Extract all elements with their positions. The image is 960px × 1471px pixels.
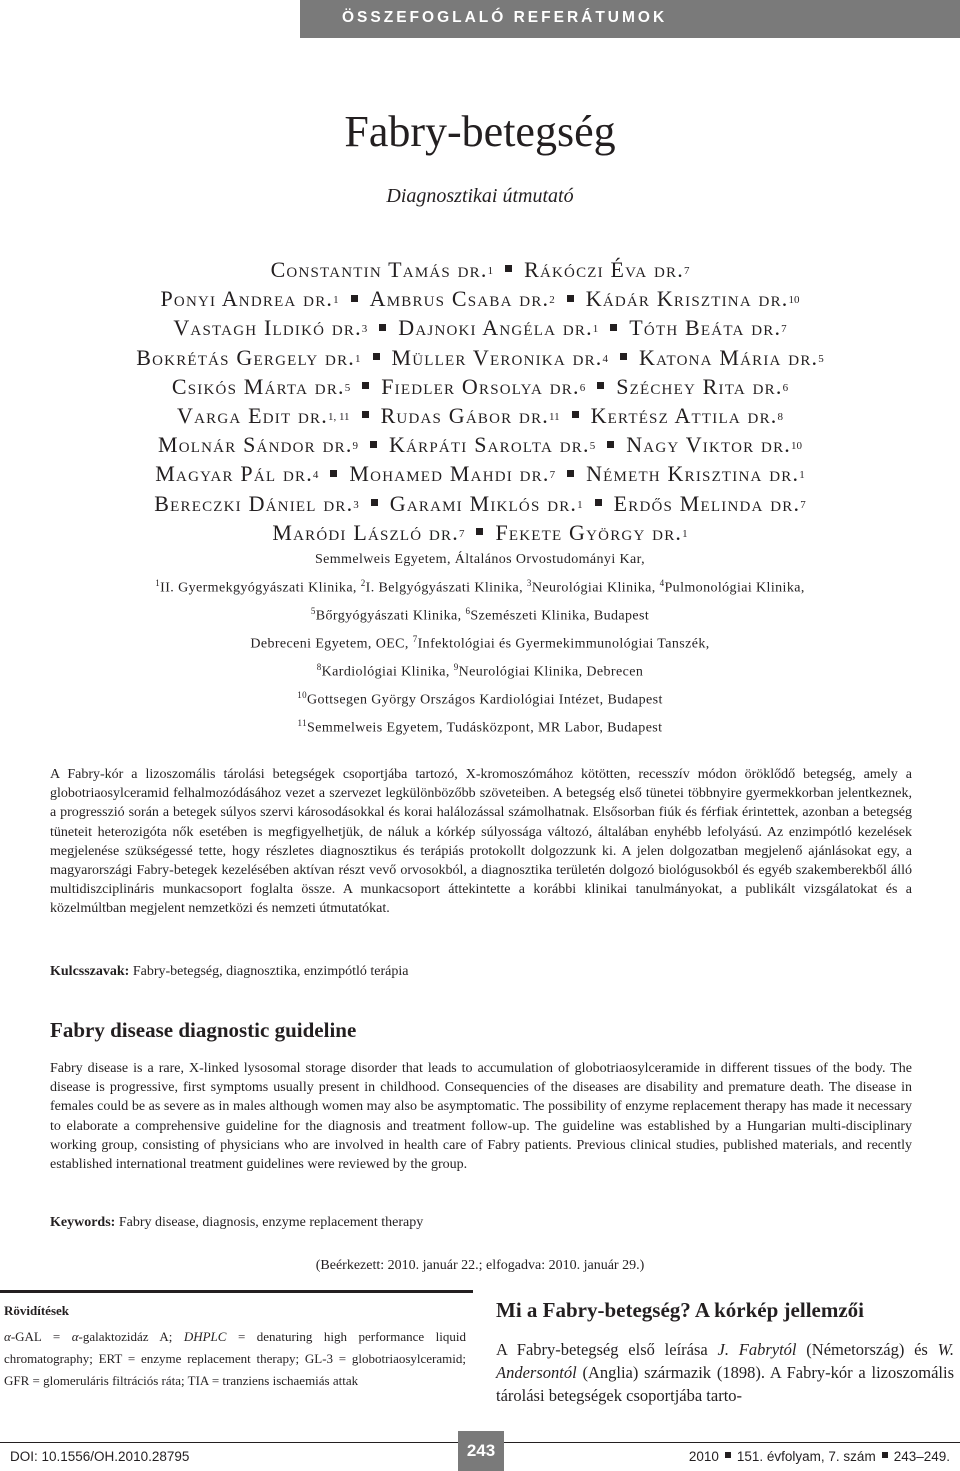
author-line bbox=[40, 430, 920, 459]
author-affiliation-mark: 6 bbox=[579, 381, 586, 394]
author-name: Vastagh Ildikó dr. bbox=[173, 315, 362, 341]
author-name: Kertész Attila dr. bbox=[590, 403, 778, 429]
affiliation-mark: 4 bbox=[659, 577, 665, 588]
abbreviation-text: -GAL = bbox=[10, 1329, 72, 1344]
keywords-hungarian bbox=[50, 964, 912, 980]
affiliation-line bbox=[0, 548, 960, 572]
author-affiliation-mark: 7 bbox=[800, 498, 806, 511]
author-line bbox=[40, 255, 920, 284]
affiliation-line bbox=[0, 684, 960, 712]
author-line bbox=[40, 459, 920, 488]
author-name: Tóth Beáta dr. bbox=[629, 315, 782, 341]
affiliation-mark: 3 bbox=[526, 577, 532, 588]
affiliation-text: Kardiológiai Klinika, bbox=[321, 664, 454, 680]
author-name: Ponyi Andrea dr. bbox=[160, 286, 334, 312]
abstract-hungarian: A Fabry-kór a lizoszomális tárolási betegségek csoportjába tartozó, X-kromoszómához kötötten, recesszív módon öröklődő betegség, amely a globotriaosylceramid felhalmozódásához vezet a szervezet legkülönbözőbb szöveteiben. A betegség első tünetei többnyire gyermekkorban jelentkeznek, a progresszió során a betegek súlyos szervi károsodásokkal és korai halálozással számolhatnak. Elsősorban fiúk és férfiak érintettek, azonban a betegség tüneteit heterozigóta nők esetében is megfigyelhetjük, de náluk a kórkép súlyossága változó, általában enyhébb lefolyású. Az enzimpótló kezelések megjelenése szükségessé tette, hogy részletes diagnosztikus és terápiás protokollt dolgozzunk ki. A jelen dolgozatban megjelenő ajánlásokat egy, a magyarországi Fabry-betegek kezelésében aktívan részt vevő orvosokból, a diagnosztika területén dolgozó biológusokból és egyéb szakemberekből álló multidiszciplináris munkacsoport foglalta össze. A munkacsoport áttekintette a korábbi klinikai tanulmányokat, a publikált vizsgálatokat és a közelmúltban megjelent nemzetközi és nemzeti útmutatókat. bbox=[50, 767, 912, 917]
author-name: Kádár Krisztina dr. bbox=[585, 286, 789, 312]
keywords-en-text: Fabry disease, diagnosis, enzyme replacement therapy bbox=[115, 1215, 424, 1230]
abbreviation-italic: α bbox=[71, 1329, 79, 1344]
section-text: (Németország) és bbox=[796, 1340, 938, 1359]
affiliation-text: Infektológiai és Gyermekimmunológiai Tanszék, bbox=[417, 636, 710, 652]
author-name: Ambrus Csaba dr. bbox=[369, 286, 550, 312]
author-list bbox=[40, 255, 920, 547]
keywords-english bbox=[50, 1215, 912, 1231]
volume: 151. évfolyam, 7. szám bbox=[736, 1449, 876, 1464]
square-separator bbox=[379, 324, 386, 331]
journal-info bbox=[689, 1449, 950, 1464]
affiliation-line bbox=[0, 712, 960, 740]
affiliation-text: Semmelweis Egyetem, Tudásközpont, MR Labor, Budapest bbox=[307, 720, 663, 736]
english-title: Fabry disease diagnostic guideline bbox=[50, 1018, 357, 1042]
author-affiliation-mark: 7 bbox=[781, 323, 787, 336]
author-name: Mohamed Mahdi dr. bbox=[349, 461, 550, 487]
square-separator bbox=[610, 324, 617, 331]
affiliation-text: Bőrgyógyászati Klinika, bbox=[315, 608, 466, 624]
keywords-label: Kulcsszavak: bbox=[50, 964, 130, 979]
affiliation-text: Debreceni Egyetem, OEC, bbox=[250, 636, 413, 652]
author-affiliation-mark: 5 bbox=[344, 381, 351, 394]
author-line bbox=[40, 489, 920, 518]
author-affiliation-mark: 1, 11 bbox=[327, 411, 350, 424]
author-name: Katona Mária dr. bbox=[639, 344, 819, 370]
square-separator bbox=[595, 499, 602, 506]
square-separator bbox=[607, 441, 614, 448]
affiliation-mark: 7 bbox=[412, 633, 418, 644]
author-line bbox=[40, 284, 920, 313]
author-affiliation-mark: 2 bbox=[549, 294, 555, 307]
author-affiliation-mark: 5 bbox=[818, 352, 824, 365]
author-affiliation-mark: 6 bbox=[782, 381, 789, 394]
author-affiliation-mark: 1 bbox=[577, 498, 583, 511]
author-affiliation-mark: 7 bbox=[683, 265, 690, 277]
affiliation-text: Gottsegen György Országos Kardiológiai Intézet, Budapest bbox=[307, 692, 663, 708]
author-name: Németh Krisztina dr. bbox=[586, 461, 800, 487]
abbreviation-text: -galaktozidáz A; bbox=[78, 1329, 184, 1344]
author-affiliation-mark: 1 bbox=[592, 323, 599, 336]
author-affiliation-mark: 7 bbox=[458, 527, 465, 540]
author-name: Fekete György dr. bbox=[495, 519, 683, 545]
doi: DOI: 10.1556/OH.2010.28795 bbox=[10, 1449, 190, 1464]
author-line bbox=[40, 343, 920, 372]
affiliation-text: Pulmonológiai Klinika, bbox=[664, 580, 805, 596]
affiliation-text: Neurológiai Klinika, Debrecen bbox=[458, 664, 644, 680]
author-affiliation-mark: 1 bbox=[487, 265, 494, 277]
keywords-text: Fabry-betegség, diagnosztika, enzimpótló terápia bbox=[129, 964, 409, 979]
author-affiliation-mark: 1 bbox=[682, 527, 688, 540]
article-title: Fabry-betegség bbox=[344, 107, 616, 156]
author-name: Rudas Gábor dr. bbox=[380, 403, 549, 429]
affiliation-mark: 11 bbox=[297, 718, 308, 729]
author-name: Molnár Sándor dr. bbox=[157, 432, 353, 458]
section-heading: Mi a Fabry-betegség? A kórkép jellemzői bbox=[496, 1298, 865, 1322]
author-affiliation-mark: 10 bbox=[788, 294, 800, 307]
abbreviations-text bbox=[4, 1326, 466, 1392]
square-separator bbox=[362, 382, 369, 389]
square-separator bbox=[620, 353, 627, 360]
page-range: 243–249. bbox=[893, 1449, 950, 1464]
keywords-en-label: Keywords: bbox=[50, 1215, 116, 1230]
square-separator bbox=[597, 382, 604, 389]
square-separator bbox=[373, 353, 380, 360]
author-line bbox=[40, 401, 920, 430]
author-name: Varga Edit dr. bbox=[177, 403, 328, 429]
article-subtitle: Diagnosztikai útmutató bbox=[386, 185, 574, 207]
author-name: Csikós Márta dr. bbox=[171, 373, 345, 399]
section-italic: W. Andersontól bbox=[496, 1340, 954, 1382]
author-name: Magyar Pál dr. bbox=[155, 461, 313, 487]
affiliation-text: Semmelweis Egyetem, Általános Orvostudományi Kar, bbox=[314, 552, 646, 567]
author-affiliation-mark: 3 bbox=[361, 323, 368, 336]
affiliation-mark: 2 bbox=[360, 577, 366, 588]
author-affiliation-mark: 7 bbox=[549, 469, 556, 482]
author-affiliation-mark: 5 bbox=[589, 440, 596, 453]
affiliation-text: II. Gyermekgyógyászati Klinika, bbox=[160, 580, 361, 596]
author-name: Garami Miklós dr. bbox=[389, 490, 578, 516]
square-separator bbox=[567, 295, 574, 302]
square-separator bbox=[505, 265, 512, 272]
section-body bbox=[496, 1338, 954, 1407]
abbreviation-text: = denaturing high performance liquid chromatography; ERT = enzyme replacement therapy; GL-3 = globotriaosylceramid; GFR = glomeruláris filtrációs ráta; TIA = tranziens ischaemiás attak bbox=[4, 1329, 466, 1388]
abbreviation-italic: DHPLC bbox=[183, 1329, 227, 1344]
square-separator bbox=[371, 499, 378, 506]
author-affiliation-mark: 8 bbox=[777, 411, 783, 424]
author-name: Bereczki Dániel dr. bbox=[154, 490, 354, 516]
author-affiliation-mark: 1 bbox=[333, 294, 339, 307]
author-name: Erdős Melinda dr. bbox=[613, 490, 801, 516]
square-separator bbox=[725, 1452, 731, 1458]
affiliation-line bbox=[0, 572, 960, 600]
section-text: (Anglia) származik (1898). A Fabry-kór a lizoszomális tárolási betegségek csoportjába tarto- bbox=[496, 1363, 954, 1405]
page-footer bbox=[0, 1442, 960, 1471]
square-separator bbox=[476, 528, 483, 535]
square-separator bbox=[370, 441, 377, 448]
author-affiliation-mark: 4 bbox=[602, 352, 609, 365]
author-affiliation-mark: 4 bbox=[312, 469, 319, 482]
abbreviations-title: Rövidítések bbox=[4, 1303, 69, 1318]
author-affiliation-mark: 3 bbox=[353, 498, 359, 511]
author-name: Bokrétás Gergely dr. bbox=[136, 344, 355, 370]
affiliation-text: I. Belgyógyászati Klinika, bbox=[365, 580, 527, 596]
affiliations bbox=[0, 548, 960, 740]
abbreviations-box bbox=[0, 1290, 473, 1430]
author-line bbox=[40, 518, 920, 547]
received-dates: (Beérkezett: 2010. január 22.; elfogadva: 2010. január 29.) bbox=[315, 1258, 645, 1273]
author-name: Fiedler Orsolya dr. bbox=[381, 373, 580, 399]
author-name: Kárpáti Sarolta dr. bbox=[389, 432, 590, 458]
section-label: ÖSSZEFOGLALÓ REFERÁTUMOK bbox=[342, 9, 668, 26]
square-separator bbox=[362, 411, 369, 418]
square-separator bbox=[567, 470, 574, 477]
author-name: Müller Veronika dr. bbox=[391, 344, 603, 370]
square-separator bbox=[330, 470, 337, 477]
author-name: Constantin Tamás dr. bbox=[270, 257, 488, 282]
section-text: A Fabry-betegség első leírása bbox=[496, 1340, 718, 1359]
abstract-english: Fabry disease is a rare, X-linked lysosomal storage disorder that leads to accumulation of globotriaosylceramide in different tissues of the body. The disease is progressive, first symptoms usually present in childhood. Consequencies of the diseases are disability and premature death. The disease in females could be as severe as in males although women may also be asymptomatic. The possibility of enzyme replacement therapy has made it necessary to elaborate a comprehensive guideline for the diagnosis and treatment follow-up. The guideline was established by a Hungarian multi-disciplinary working group, consisting of physicians who are involved in health care of Fabry patients. Previous clinical studies, published materials, and recently established international treatment guidelines were reviewed by the group. bbox=[50, 1061, 912, 1173]
square-separator bbox=[351, 295, 358, 302]
page-number: 243 bbox=[458, 1431, 504, 1471]
affiliation-text: Szemészeti Klinika, Budapest bbox=[470, 608, 650, 624]
author-name: Nagy Viktor dr. bbox=[626, 432, 791, 458]
author-affiliation-mark: 9 bbox=[352, 440, 359, 453]
affiliation-mark: 1 bbox=[155, 577, 161, 588]
year: 2010 bbox=[688, 1449, 719, 1464]
affiliation-mark: 5 bbox=[310, 605, 316, 616]
author-affiliation-mark: 10 bbox=[791, 440, 802, 453]
affiliation-mark: 8 bbox=[316, 661, 322, 672]
author-name: Dajnoki Angéla dr. bbox=[398, 315, 593, 341]
author-affiliation-mark: 1 bbox=[355, 352, 361, 365]
affiliation-line bbox=[0, 600, 960, 628]
author-affiliation-mark: 11 bbox=[548, 411, 560, 424]
author-name: Rákóczi Éva dr. bbox=[524, 257, 684, 282]
author-name: Széchey Rita dr. bbox=[616, 373, 783, 399]
affiliation-mark: 10 bbox=[297, 690, 308, 701]
affiliation-line bbox=[0, 656, 960, 684]
square-separator bbox=[572, 411, 579, 418]
author-name: Maródi László dr. bbox=[272, 519, 459, 545]
affiliation-mark: 9 bbox=[453, 661, 459, 672]
author-affiliation-mark: 1 bbox=[799, 469, 805, 482]
affiliation-line bbox=[0, 628, 960, 656]
affiliation-mark: 6 bbox=[465, 605, 471, 616]
section-header-band bbox=[300, 0, 960, 38]
abbreviation-italic: α bbox=[4, 1329, 11, 1344]
affiliation-text: Neurológiai Klinika, bbox=[531, 580, 660, 596]
section-italic: J. Fabrytól bbox=[717, 1340, 797, 1359]
author-line bbox=[40, 313, 920, 342]
author-line bbox=[40, 372, 920, 401]
square-separator bbox=[882, 1452, 888, 1458]
